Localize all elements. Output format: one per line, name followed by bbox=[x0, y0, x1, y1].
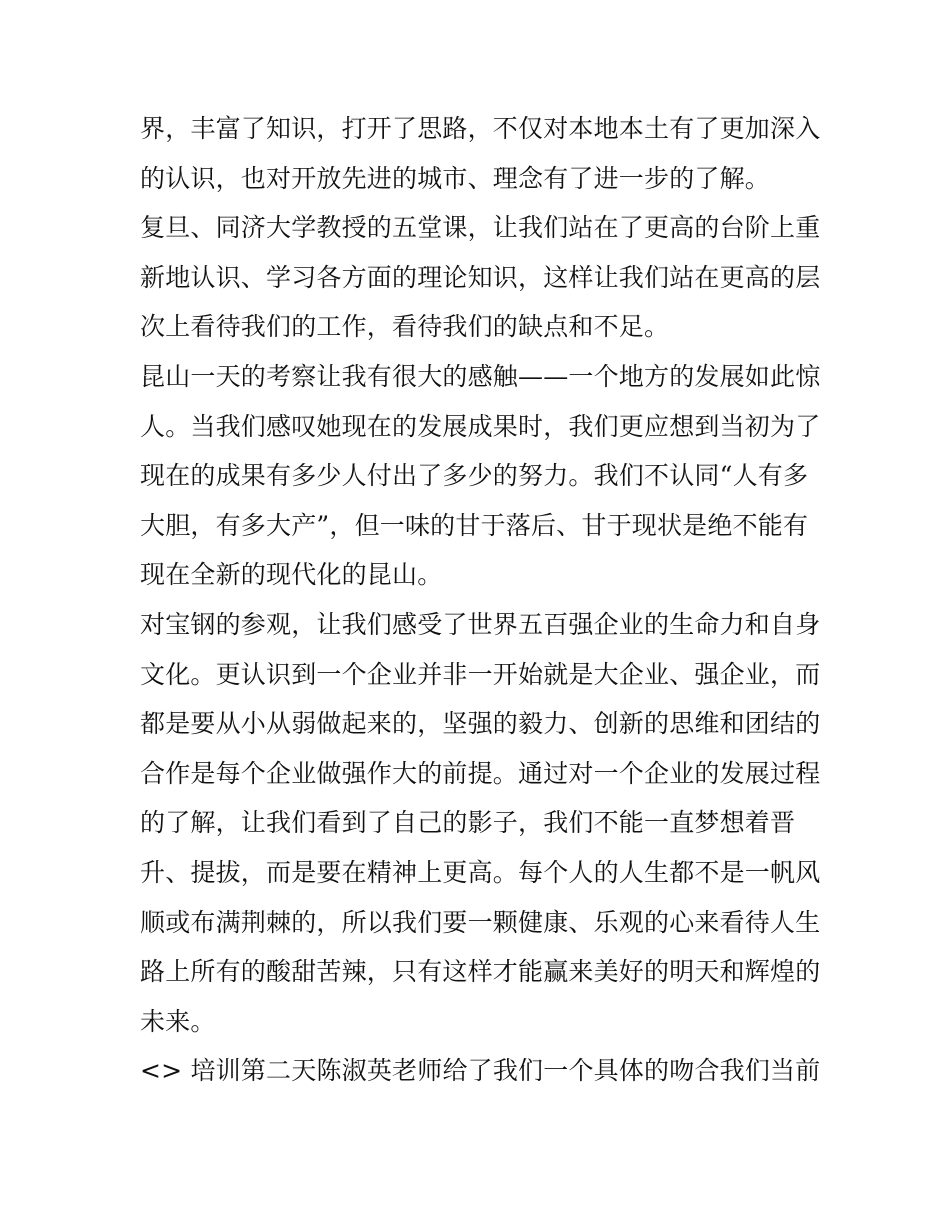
text-line: 大胆，有多大产”，但一味的甘于落后、甘于现状是绝不能有 bbox=[140, 510, 809, 540]
text-line: 合作是每个企业做强作大的前提。通过对一个企业的发展过程 bbox=[140, 758, 821, 788]
text-line: 升、提拔，而是要在精神上更高。每个人的人生都不是一帆风 bbox=[140, 857, 821, 887]
text-line: 次上看待我们的工作，看待我们的缺点和不足。 bbox=[140, 312, 670, 342]
text-line: 路上所有的酸甜苦辣，只有这样才能赢来美好的明天和辉煌的 bbox=[140, 957, 821, 987]
text-line: 复旦、同济大学教授的五堂课，让我们站在了更高的台阶上重 bbox=[140, 213, 821, 243]
text-line: 都是要从小从弱做起来的，坚强的毅力、创新的思维和团结的 bbox=[140, 709, 821, 739]
text-line: 现在的成果有多少人付出了多少的努力。我们不认同“人有多 bbox=[140, 461, 809, 491]
text-line: 的了解，让我们看到了自己的影子，我们不能一直梦想着晋 bbox=[140, 808, 796, 838]
text-line: 新地认识、学习各方面的理论知识，这样让我们站在更高的层 bbox=[140, 262, 821, 292]
text-line: 的认识，也对开放先进的城市、理念有了进一步的了解。 bbox=[140, 163, 771, 193]
text-line: 对宝钢的参观，让我们感受了世界五百强企业的生命力和自身 bbox=[140, 609, 821, 639]
text-line: 顺或布满荆棘的，所以我们要一颗健康、乐观的心来看待人生 bbox=[140, 907, 821, 937]
text-line: 现在全新的现代化的昆山。 bbox=[140, 560, 443, 590]
body-text bbox=[140, 104, 820, 1096]
text-line: 未来。 bbox=[140, 1006, 216, 1036]
text-line: 人。当我们感叹她现在的发展成果时，我们更应想到当初为了 bbox=[140, 411, 821, 441]
text-line: 昆山一天的考察让我有很大的感触——一个地方的发展如此惊 bbox=[140, 361, 821, 391]
text-line: 界，丰富了知识，打开了思路，不仅对本地本土有了更加深入 bbox=[140, 114, 821, 143]
text-line: 文化。更认识到一个企业并非一开始就是大企业、强企业，而 bbox=[140, 659, 821, 689]
text-line: <> 培训第二天陈淑英老师给了我们一个具体的吻合我们当前 bbox=[140, 1056, 821, 1086]
